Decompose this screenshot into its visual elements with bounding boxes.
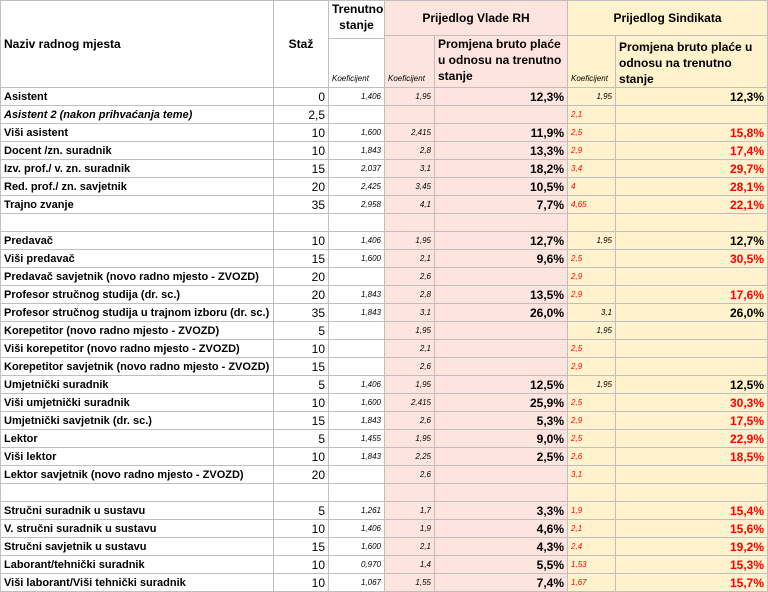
- col-header-current: Trenutno stanje: [329, 1, 385, 39]
- sindikat-coefficient: 3,1: [568, 466, 616, 484]
- staz-value: 15: [274, 250, 329, 268]
- sindikat-change: [616, 466, 768, 484]
- current-coefficient: 1,067: [329, 574, 385, 592]
- current-coefficient: 1,843: [329, 304, 385, 322]
- staz-value: 5: [274, 430, 329, 448]
- vlada-coefficient: 2,6: [385, 268, 435, 286]
- vlada-coefficient: 1,4: [385, 556, 435, 574]
- sindikat-change: 15,6%: [616, 520, 768, 538]
- current-coefficient: 1,261: [329, 502, 385, 520]
- table-row: [1, 88, 768, 106]
- table-row: [1, 340, 768, 358]
- table-row: [1, 304, 768, 322]
- sindikat-coefficient: 2,1: [568, 520, 616, 538]
- vlada-change: 4,6%: [435, 520, 568, 538]
- position-name: Predavač: [1, 232, 274, 250]
- sindikat-coefficient: 2,5: [568, 124, 616, 142]
- sindikat-coefficient: 2,5: [568, 430, 616, 448]
- sindikat-change-header: Promjena bruto plaće u odnosu na trenutno stanje: [616, 36, 768, 88]
- current-coefficient: 1,455: [329, 430, 385, 448]
- table-row: [1, 502, 768, 520]
- vlada-change: [435, 322, 568, 340]
- sindikat-coefficient: 1,95: [568, 232, 616, 250]
- sindikat-change: 18,5%: [616, 448, 768, 466]
- vlada-change: 12,5%: [435, 376, 568, 394]
- vlada-change: 9,6%: [435, 250, 568, 268]
- current-coefficient: 1,843: [329, 448, 385, 466]
- vlada-coefficient: 3,1: [385, 160, 435, 178]
- vlada-coefficient: 2,1: [385, 538, 435, 556]
- position-name: Izv. prof./ v. zn. suradnik: [1, 160, 274, 178]
- current-coefficient: 2,958: [329, 196, 385, 214]
- table-row: [1, 268, 768, 286]
- position-name: Profesor stručnog studija u trajnom izboru (dr. sc.): [1, 304, 274, 322]
- sindikat-coefficient: 1,95: [568, 376, 616, 394]
- vlada-coefficient: 2,1: [385, 340, 435, 358]
- sindikat-coefficient: 3,4: [568, 160, 616, 178]
- current-coefficient: 1,600: [329, 538, 385, 556]
- vlada-change: 7,7%: [435, 196, 568, 214]
- table-row: [1, 358, 768, 376]
- spacer-cell: [274, 484, 329, 502]
- spacer-cell: [385, 214, 435, 232]
- position-name: Lektor: [1, 430, 274, 448]
- staz-value: 10: [274, 448, 329, 466]
- staz-value: 20: [274, 286, 329, 304]
- sindikat-coefficient: 2,4: [568, 538, 616, 556]
- sindikat-coefficient: 1,9: [568, 502, 616, 520]
- vlada-coefficient: 1,95: [385, 232, 435, 250]
- vlada-change: 4,3%: [435, 538, 568, 556]
- sindikat-change: 17,6%: [616, 286, 768, 304]
- staz-value: 10: [274, 124, 329, 142]
- staz-value: 2,5: [274, 106, 329, 124]
- current-coefficient: [329, 358, 385, 376]
- position-name: Viši korepetitor (novo radno mjesto - ZVOZD): [1, 340, 274, 358]
- current-coefficient: 1,600: [329, 394, 385, 412]
- vlada-change: 5,3%: [435, 412, 568, 430]
- vlada-coefficient: 2,8: [385, 286, 435, 304]
- vlada-coefficient: 2,415: [385, 124, 435, 142]
- vlada-coefficient: 2,6: [385, 466, 435, 484]
- vlada-coefficient: 2,415: [385, 394, 435, 412]
- vlada-change: [435, 268, 568, 286]
- table-row: [1, 322, 768, 340]
- vlada-change: 11,9%: [435, 124, 568, 142]
- sindikat-change: 22,1%: [616, 196, 768, 214]
- spacer-cell: [616, 484, 768, 502]
- vlada-change-header: Promjena bruto plaće u odnosu na trenutno stanje: [435, 36, 568, 88]
- sindikat-coefficient: 2,9: [568, 268, 616, 286]
- staz-value: 15: [274, 412, 329, 430]
- vlada-coefficient: 1,95: [385, 88, 435, 106]
- staz-value: 15: [274, 538, 329, 556]
- sindikat-coefficient: 4: [568, 178, 616, 196]
- position-name: Korepetitor savjetnik (novo radno mjesto - ZVOZD): [1, 358, 274, 376]
- table-row: [1, 286, 768, 304]
- sindikat-coefficient: 2,9: [568, 286, 616, 304]
- col-header-vlada: Prijedlog Vlade RH: [385, 1, 568, 36]
- position-name: V. stručni suradnik u sustavu: [1, 520, 274, 538]
- sindikat-change: [616, 322, 768, 340]
- table-row: [1, 196, 768, 214]
- vlada-change: 2,5%: [435, 448, 568, 466]
- sindikat-change: 28,1%: [616, 178, 768, 196]
- spacer-cell: [616, 214, 768, 232]
- vlada-change: 12,7%: [435, 232, 568, 250]
- position-name: Viši laborant/Viši tehnički suradnik: [1, 574, 274, 592]
- sindikat-coefficient: 1,53: [568, 556, 616, 574]
- sindikat-coefficient: 2,9: [568, 358, 616, 376]
- col-header-name: Naziv radnog mjesta: [1, 1, 274, 88]
- table-row: [1, 412, 768, 430]
- table-row: [1, 538, 768, 556]
- position-name: Viši umjetnički suradnik: [1, 394, 274, 412]
- sindikat-change: 26,0%: [616, 304, 768, 322]
- sindikat-change: [616, 340, 768, 358]
- position-name: Asistent 2 (nakon prihvaćanja teme): [1, 106, 274, 124]
- staz-value: 10: [274, 340, 329, 358]
- spacer-row: [1, 214, 768, 232]
- vlada-coefficient: 3,1: [385, 304, 435, 322]
- vlada-coefficient: 2,25: [385, 448, 435, 466]
- staz-value: 5: [274, 502, 329, 520]
- position-name: Predavač savjetnik (novo radno mjesto - ZVOZD): [1, 268, 274, 286]
- sindikat-change: 30,5%: [616, 250, 768, 268]
- vlada-coefficient: 1,95: [385, 430, 435, 448]
- position-name: Umjetnički savjetnik (dr. sc.): [1, 412, 274, 430]
- sindikat-coefficient: 2,5: [568, 250, 616, 268]
- current-coefficient: [329, 322, 385, 340]
- current-koef-header: Koeficijent: [329, 39, 385, 88]
- staz-value: 10: [274, 394, 329, 412]
- staz-value: 15: [274, 160, 329, 178]
- position-name: Red. prof./ zn. savjetnik: [1, 178, 274, 196]
- vlada-coefficient: 2,1: [385, 250, 435, 268]
- current-coefficient: 1,843: [329, 286, 385, 304]
- staz-value: 20: [274, 466, 329, 484]
- col-header-sindikat: Prijedlog Sindikata: [568, 1, 768, 36]
- current-coefficient: 1,600: [329, 124, 385, 142]
- vlada-coefficient: [385, 106, 435, 124]
- table-row: [1, 178, 768, 196]
- sindikat-coefficient: 2,9: [568, 412, 616, 430]
- current-coefficient: 2,425: [329, 178, 385, 196]
- current-coefficient: 1,843: [329, 142, 385, 160]
- staz-value: 10: [274, 574, 329, 592]
- spacer-cell: [568, 484, 616, 502]
- current-coefficient: 1,406: [329, 88, 385, 106]
- sindikat-koef-header: Koeficijent: [568, 36, 616, 88]
- vlada-coefficient: 2,6: [385, 358, 435, 376]
- sindikat-change: 22,9%: [616, 430, 768, 448]
- vlada-change: 3,3%: [435, 502, 568, 520]
- staz-value: 15: [274, 358, 329, 376]
- table-row: [1, 394, 768, 412]
- vlada-change: 18,2%: [435, 160, 568, 178]
- vlada-coefficient: 1,7: [385, 502, 435, 520]
- sindikat-coefficient: 4,65: [568, 196, 616, 214]
- staz-value: 10: [274, 232, 329, 250]
- table-row: [1, 574, 768, 592]
- table-row: [1, 520, 768, 538]
- current-coefficient: 1,406: [329, 376, 385, 394]
- vlada-change: [435, 466, 568, 484]
- position-name: Korepetitor (novo radno mjesto - ZVOZD): [1, 322, 274, 340]
- staz-value: 10: [274, 556, 329, 574]
- sindikat-change: 12,7%: [616, 232, 768, 250]
- spacer-cell: [329, 214, 385, 232]
- sindikat-change: 17,4%: [616, 142, 768, 160]
- sindikat-change: [616, 268, 768, 286]
- spacer-cell: [435, 484, 568, 502]
- staz-value: 5: [274, 376, 329, 394]
- position-name: Profesor stručnog studija (dr. sc.): [1, 286, 274, 304]
- vlada-change: 9,0%: [435, 430, 568, 448]
- staz-value: 20: [274, 268, 329, 286]
- vlada-coefficient: 1,95: [385, 322, 435, 340]
- table-row: [1, 556, 768, 574]
- sindikat-coefficient: 1,95: [568, 322, 616, 340]
- position-name: Laborant/tehnički suradnik: [1, 556, 274, 574]
- spacer-cell: [329, 484, 385, 502]
- position-name: Lektor savjetnik (novo radno mjesto - ZVOZD): [1, 466, 274, 484]
- spacer-cell: [385, 484, 435, 502]
- sindikat-change: 17,5%: [616, 412, 768, 430]
- spacer-cell: [1, 484, 274, 502]
- staz-value: 35: [274, 304, 329, 322]
- sindikat-change: 12,5%: [616, 376, 768, 394]
- spacer-cell: [435, 214, 568, 232]
- position-name: Viši predavač: [1, 250, 274, 268]
- vlada-koef-header: Koeficijent: [385, 36, 435, 88]
- vlada-change: 5,5%: [435, 556, 568, 574]
- sindikat-coefficient: 1,67: [568, 574, 616, 592]
- staz-value: 10: [274, 520, 329, 538]
- header-row-1: [1, 1, 768, 36]
- sindikat-change: 15,7%: [616, 574, 768, 592]
- table-row: [1, 142, 768, 160]
- sindikat-change: 15,3%: [616, 556, 768, 574]
- spacer-cell: [1, 214, 274, 232]
- vlada-change: [435, 106, 568, 124]
- current-coefficient: 1,406: [329, 232, 385, 250]
- vlada-coefficient: 2,8: [385, 142, 435, 160]
- sindikat-coefficient: 2,1: [568, 106, 616, 124]
- vlada-change: 10,5%: [435, 178, 568, 196]
- vlada-coefficient: 1,95: [385, 376, 435, 394]
- current-coefficient: 0,970: [329, 556, 385, 574]
- table-row: [1, 466, 768, 484]
- vlada-change: [435, 358, 568, 376]
- sindikat-coefficient: 3,1: [568, 304, 616, 322]
- table-row: [1, 376, 768, 394]
- spacer-row: [1, 484, 768, 502]
- current-coefficient: 2,037: [329, 160, 385, 178]
- position-name: Stručni suradnik u sustavu: [1, 502, 274, 520]
- sindikat-coefficient: 2,9: [568, 142, 616, 160]
- table-row: [1, 430, 768, 448]
- sindikat-coefficient: 2,5: [568, 340, 616, 358]
- vlada-change: [435, 340, 568, 358]
- spacer-cell: [568, 214, 616, 232]
- table-row: [1, 106, 768, 124]
- vlada-coefficient: 1,55: [385, 574, 435, 592]
- sindikat-change: 15,4%: [616, 502, 768, 520]
- staz-value: 20: [274, 178, 329, 196]
- position-name: Viši lektor: [1, 448, 274, 466]
- staz-value: 10: [274, 142, 329, 160]
- sindikat-coefficient: 2,5: [568, 394, 616, 412]
- vlada-coefficient: 1,9: [385, 520, 435, 538]
- table-row: [1, 232, 768, 250]
- current-coefficient: 1,600: [329, 250, 385, 268]
- col-header-staz: Staž: [274, 1, 329, 88]
- spacer-cell: [274, 214, 329, 232]
- sindikat-coefficient: 1,95: [568, 88, 616, 106]
- vlada-change: 12,3%: [435, 88, 568, 106]
- current-coefficient: [329, 106, 385, 124]
- sindikat-change: 29,7%: [616, 160, 768, 178]
- sindikat-change: 30,3%: [616, 394, 768, 412]
- vlada-coefficient: 3,45: [385, 178, 435, 196]
- vlada-coefficient: 2,6: [385, 412, 435, 430]
- position-name: Umjetnički suradnik: [1, 376, 274, 394]
- table-row: [1, 124, 768, 142]
- table-body: [1, 88, 768, 592]
- table-row: [1, 448, 768, 466]
- vlada-change: 7,4%: [435, 574, 568, 592]
- vlada-change: 25,9%: [435, 394, 568, 412]
- table-row: [1, 160, 768, 178]
- position-name: Viši asistent: [1, 124, 274, 142]
- staz-value: 0: [274, 88, 329, 106]
- current-coefficient: [329, 340, 385, 358]
- sindikat-change: 19,2%: [616, 538, 768, 556]
- table-row: [1, 250, 768, 268]
- sindikat-change: 15,8%: [616, 124, 768, 142]
- staz-value: 35: [274, 196, 329, 214]
- sindikat-change: [616, 106, 768, 124]
- vlada-change: 26,0%: [435, 304, 568, 322]
- vlada-change: 13,3%: [435, 142, 568, 160]
- current-coefficient: [329, 466, 385, 484]
- position-name: Docent /zn. suradnik: [1, 142, 274, 160]
- position-name: Trajno zvanje: [1, 196, 274, 214]
- current-coefficient: 1,406: [329, 520, 385, 538]
- vlada-change: 13,5%: [435, 286, 568, 304]
- position-name: Asistent: [1, 88, 274, 106]
- position-name: Stručni savjetnik u sustavu: [1, 538, 274, 556]
- sindikat-change: 12,3%: [616, 88, 768, 106]
- current-coefficient: [329, 268, 385, 286]
- sindikat-coefficient: 2,6: [568, 448, 616, 466]
- staz-value: 5: [274, 322, 329, 340]
- current-coefficient: 1,843: [329, 412, 385, 430]
- sindikat-change: [616, 358, 768, 376]
- vlada-coefficient: 4,1: [385, 196, 435, 214]
